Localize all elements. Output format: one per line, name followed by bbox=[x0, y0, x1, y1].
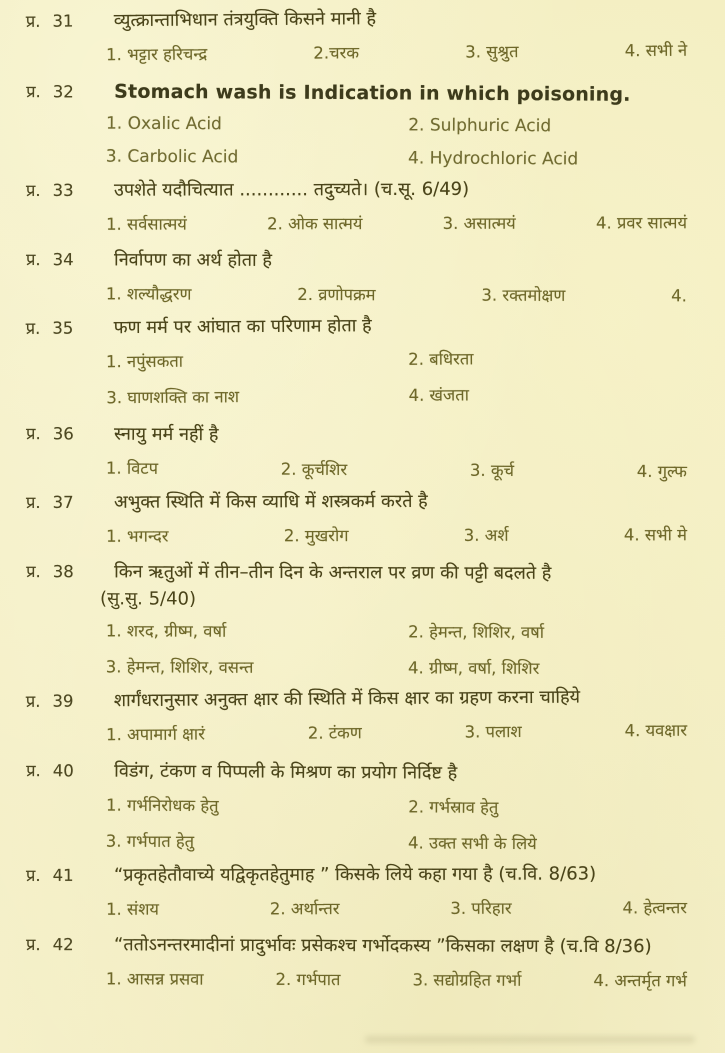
question-block bbox=[12, 682, 717, 745]
question-block bbox=[12, 757, 718, 855]
option: 3. कूर्च bbox=[469, 460, 515, 480]
question-block bbox=[12, 420, 717, 482]
option: 4. सभी मे bbox=[623, 525, 688, 545]
question-head bbox=[12, 487, 717, 517]
option: 3. घाणशक्ति का नाश bbox=[106, 387, 240, 408]
option: 4. उक्त सभी के लिये bbox=[407, 833, 537, 853]
option-list bbox=[106, 455, 687, 482]
option: 2. गर्भस्राव हेतु bbox=[408, 797, 499, 817]
option-list bbox=[106, 792, 687, 855]
option: 1. विटप bbox=[105, 458, 159, 478]
option-list bbox=[106, 966, 687, 991]
question-label: प्र. bbox=[26, 934, 41, 954]
option-list bbox=[106, 114, 687, 171]
option-list bbox=[106, 717, 687, 745]
question-text: किन ऋतुओं में तीन–तीन दिन के अन्तराल पर व्रण की पट्टी बदलते है bbox=[114, 561, 552, 584]
question-head bbox=[12, 558, 717, 588]
question-head bbox=[12, 246, 717, 276]
option: 4. अन्तर्मृत गर्भ bbox=[593, 970, 687, 990]
question-num: 31 bbox=[52, 11, 74, 31]
question-number bbox=[12, 79, 114, 103]
question-block bbox=[12, 487, 717, 547]
option: 3. रक्तमोक्षण bbox=[481, 285, 566, 306]
question-number bbox=[12, 490, 114, 513]
option: 2. कूर्चशिर bbox=[280, 459, 348, 479]
question-num: 39 bbox=[52, 691, 74, 711]
option: 2. व्रणोपक्रम bbox=[297, 285, 376, 305]
question-number bbox=[12, 8, 114, 32]
option: 3. सद्योग्रहित गर्भा bbox=[412, 969, 522, 990]
question-label: प्र. bbox=[25, 318, 41, 339]
question-head bbox=[12, 77, 717, 111]
question-block bbox=[12, 2, 717, 65]
option: 3. Carbolic Acid bbox=[105, 146, 239, 168]
question-number bbox=[12, 315, 114, 339]
option: 4. ग्रीष्म, वर्षा, शिशिर bbox=[408, 658, 540, 678]
question-block bbox=[12, 860, 717, 920]
question-label: प्र. bbox=[26, 760, 41, 780]
question-head bbox=[12, 310, 717, 343]
question-block bbox=[12, 558, 717, 680]
option: 4. हेत्वन्तर bbox=[622, 897, 688, 917]
question-head bbox=[12, 420, 717, 452]
question-list bbox=[12, 8, 717, 988]
option-list bbox=[106, 522, 687, 547]
question-text: फण मर्म पर आंघात का परिणाम होता है bbox=[113, 315, 372, 339]
option-list bbox=[106, 281, 687, 306]
option: 3. अर्श bbox=[463, 525, 509, 545]
question-number bbox=[12, 421, 114, 445]
question-label: प्र. bbox=[25, 11, 41, 31]
option-list bbox=[106, 895, 687, 920]
question-number bbox=[12, 758, 114, 782]
question-head bbox=[12, 860, 717, 890]
question-number bbox=[12, 178, 114, 201]
question-head bbox=[12, 175, 717, 205]
question-label: प्र. bbox=[26, 561, 41, 581]
question-text-line2: (सु.सु. 5/40) bbox=[100, 587, 197, 610]
option: 1. अपामार्ग क्षारं bbox=[106, 724, 205, 745]
question-head bbox=[12, 757, 717, 789]
question-label: प्र. bbox=[25, 181, 41, 201]
question-text: विडंग, टंकण व पिप्पली के मिश्रण का प्रयोग निर्दिष्ट है bbox=[114, 760, 458, 784]
question-num: 36 bbox=[52, 424, 74, 444]
option: 1. संशय bbox=[106, 899, 160, 919]
question-block bbox=[12, 175, 717, 235]
question-num: 41 bbox=[52, 865, 74, 885]
question-block bbox=[12, 77, 718, 171]
question-label: प्र. bbox=[26, 81, 41, 102]
option: 3. असात्मयं bbox=[442, 213, 516, 234]
question-label: प्र. bbox=[25, 691, 41, 711]
question-num: 34 bbox=[52, 250, 74, 270]
question-text: “ततोऽनन्तरमादीनां प्रादुर्भावः प्रसेकश्च गर्भोदकस्य ”किसका लक्षण है (च.वि 8/36) bbox=[114, 933, 652, 957]
option: 2.चरक bbox=[313, 43, 360, 63]
question-text: व्युत्क्रान्ताभिधान तंत्रयुक्ति किसने मानी है bbox=[113, 8, 377, 32]
option: 2. मुखरोग bbox=[283, 525, 349, 546]
option: 2. टंकण bbox=[307, 723, 362, 743]
option: 2. गर्भपात bbox=[275, 969, 341, 989]
option: 3. सुश्रुत bbox=[465, 41, 519, 62]
question-num: 35 bbox=[52, 318, 74, 338]
option: 1. शल्यौद्धरण bbox=[105, 284, 192, 304]
option: 3. परिहार bbox=[450, 898, 512, 918]
question-text: “प्रकृतहेतौवाच्ये यद्विकृतहेतुमाह ” किसके लिये कहा गया है (च.वि. 8/63) bbox=[113, 863, 597, 886]
question-head bbox=[12, 931, 717, 961]
question-number bbox=[12, 247, 114, 270]
question-num: 33 bbox=[52, 181, 74, 201]
question-text: उपशेते यदौचित्यात ............ तदुच्यते। (च.सू. 6/49) bbox=[113, 179, 470, 202]
option: 1. भगन्दर bbox=[106, 526, 169, 546]
option: 2. बधिरता bbox=[408, 349, 474, 369]
option: 4. प्रवर सात्मयं bbox=[595, 213, 688, 233]
option: 1. गर्भनिरोधक हेतु bbox=[105, 795, 219, 815]
question-label: प्र. bbox=[25, 865, 41, 885]
option: 1. नपुंसकता bbox=[105, 351, 184, 372]
question-head bbox=[12, 682, 717, 715]
question-label: प्र. bbox=[25, 492, 41, 512]
question-num: 32 bbox=[52, 82, 74, 102]
question-number bbox=[12, 559, 114, 582]
option-list bbox=[106, 210, 687, 235]
question-head bbox=[12, 2, 717, 35]
question-number bbox=[12, 688, 114, 712]
option: 4. यवक्षार bbox=[624, 720, 688, 740]
option: 2. अर्थान्तर bbox=[269, 898, 340, 918]
question-num: 38 bbox=[52, 561, 74, 581]
question-label: प्र. bbox=[26, 250, 41, 270]
question-label: प्र. bbox=[26, 424, 41, 444]
option: 4. bbox=[671, 286, 687, 306]
question-num: 42 bbox=[52, 934, 74, 954]
question-num: 37 bbox=[52, 492, 74, 512]
question-text: अभुक्त स्थिति में किस व्याधि में शस्त्रकर्म करते है bbox=[113, 490, 428, 513]
question-block bbox=[12, 310, 718, 409]
option: 2. Sulphuric Acid bbox=[408, 115, 552, 137]
question-text: Stomach wash is Indication in which poisoning. bbox=[114, 80, 631, 106]
question-block bbox=[12, 246, 717, 306]
option: 1. शरद, ग्रीष्म, वर्षा bbox=[105, 621, 227, 641]
option: 3. पलाश bbox=[464, 721, 522, 742]
question-num: 40 bbox=[52, 760, 74, 781]
option: 1. आसन्न प्रसवा bbox=[105, 968, 204, 989]
question-text: शार्गंधरानुसार अनुक्त क्षार की स्थिति में किस क्षार का ग्रहण करना चाहिये bbox=[113, 686, 581, 712]
scan-smudge bbox=[365, 1036, 695, 1043]
option: 2. हेमन्त, शिशिर, वर्षा bbox=[408, 622, 545, 642]
option-list bbox=[106, 345, 687, 409]
option: 4. Hydrochloric Acid bbox=[407, 148, 579, 170]
option-list bbox=[106, 618, 687, 679]
option: 4. गुल्फ bbox=[636, 461, 687, 482]
question-text: स्नायु मर्म नहीं है bbox=[114, 423, 219, 446]
option: 1. सर्वसात्मयं bbox=[106, 214, 187, 234]
question-block bbox=[12, 931, 717, 991]
question-text: निर्वापण का अर्थ होता है bbox=[114, 249, 272, 272]
option: 3. गर्भपात हेतु bbox=[105, 831, 195, 851]
option: 3. हेमन्त, शिशिर, वसन्त bbox=[105, 657, 254, 677]
option-list bbox=[106, 38, 687, 66]
option: 1. Oxalic Acid bbox=[105, 113, 222, 135]
question-number bbox=[12, 862, 114, 885]
option: 4. सभी ने bbox=[624, 40, 688, 61]
option: 4. खंजता bbox=[408, 385, 470, 405]
option: 1. भट्टार हरिचन्द्र bbox=[106, 44, 208, 65]
option: 2. ओक सात्मयं bbox=[267, 214, 363, 234]
question-number bbox=[12, 932, 114, 955]
